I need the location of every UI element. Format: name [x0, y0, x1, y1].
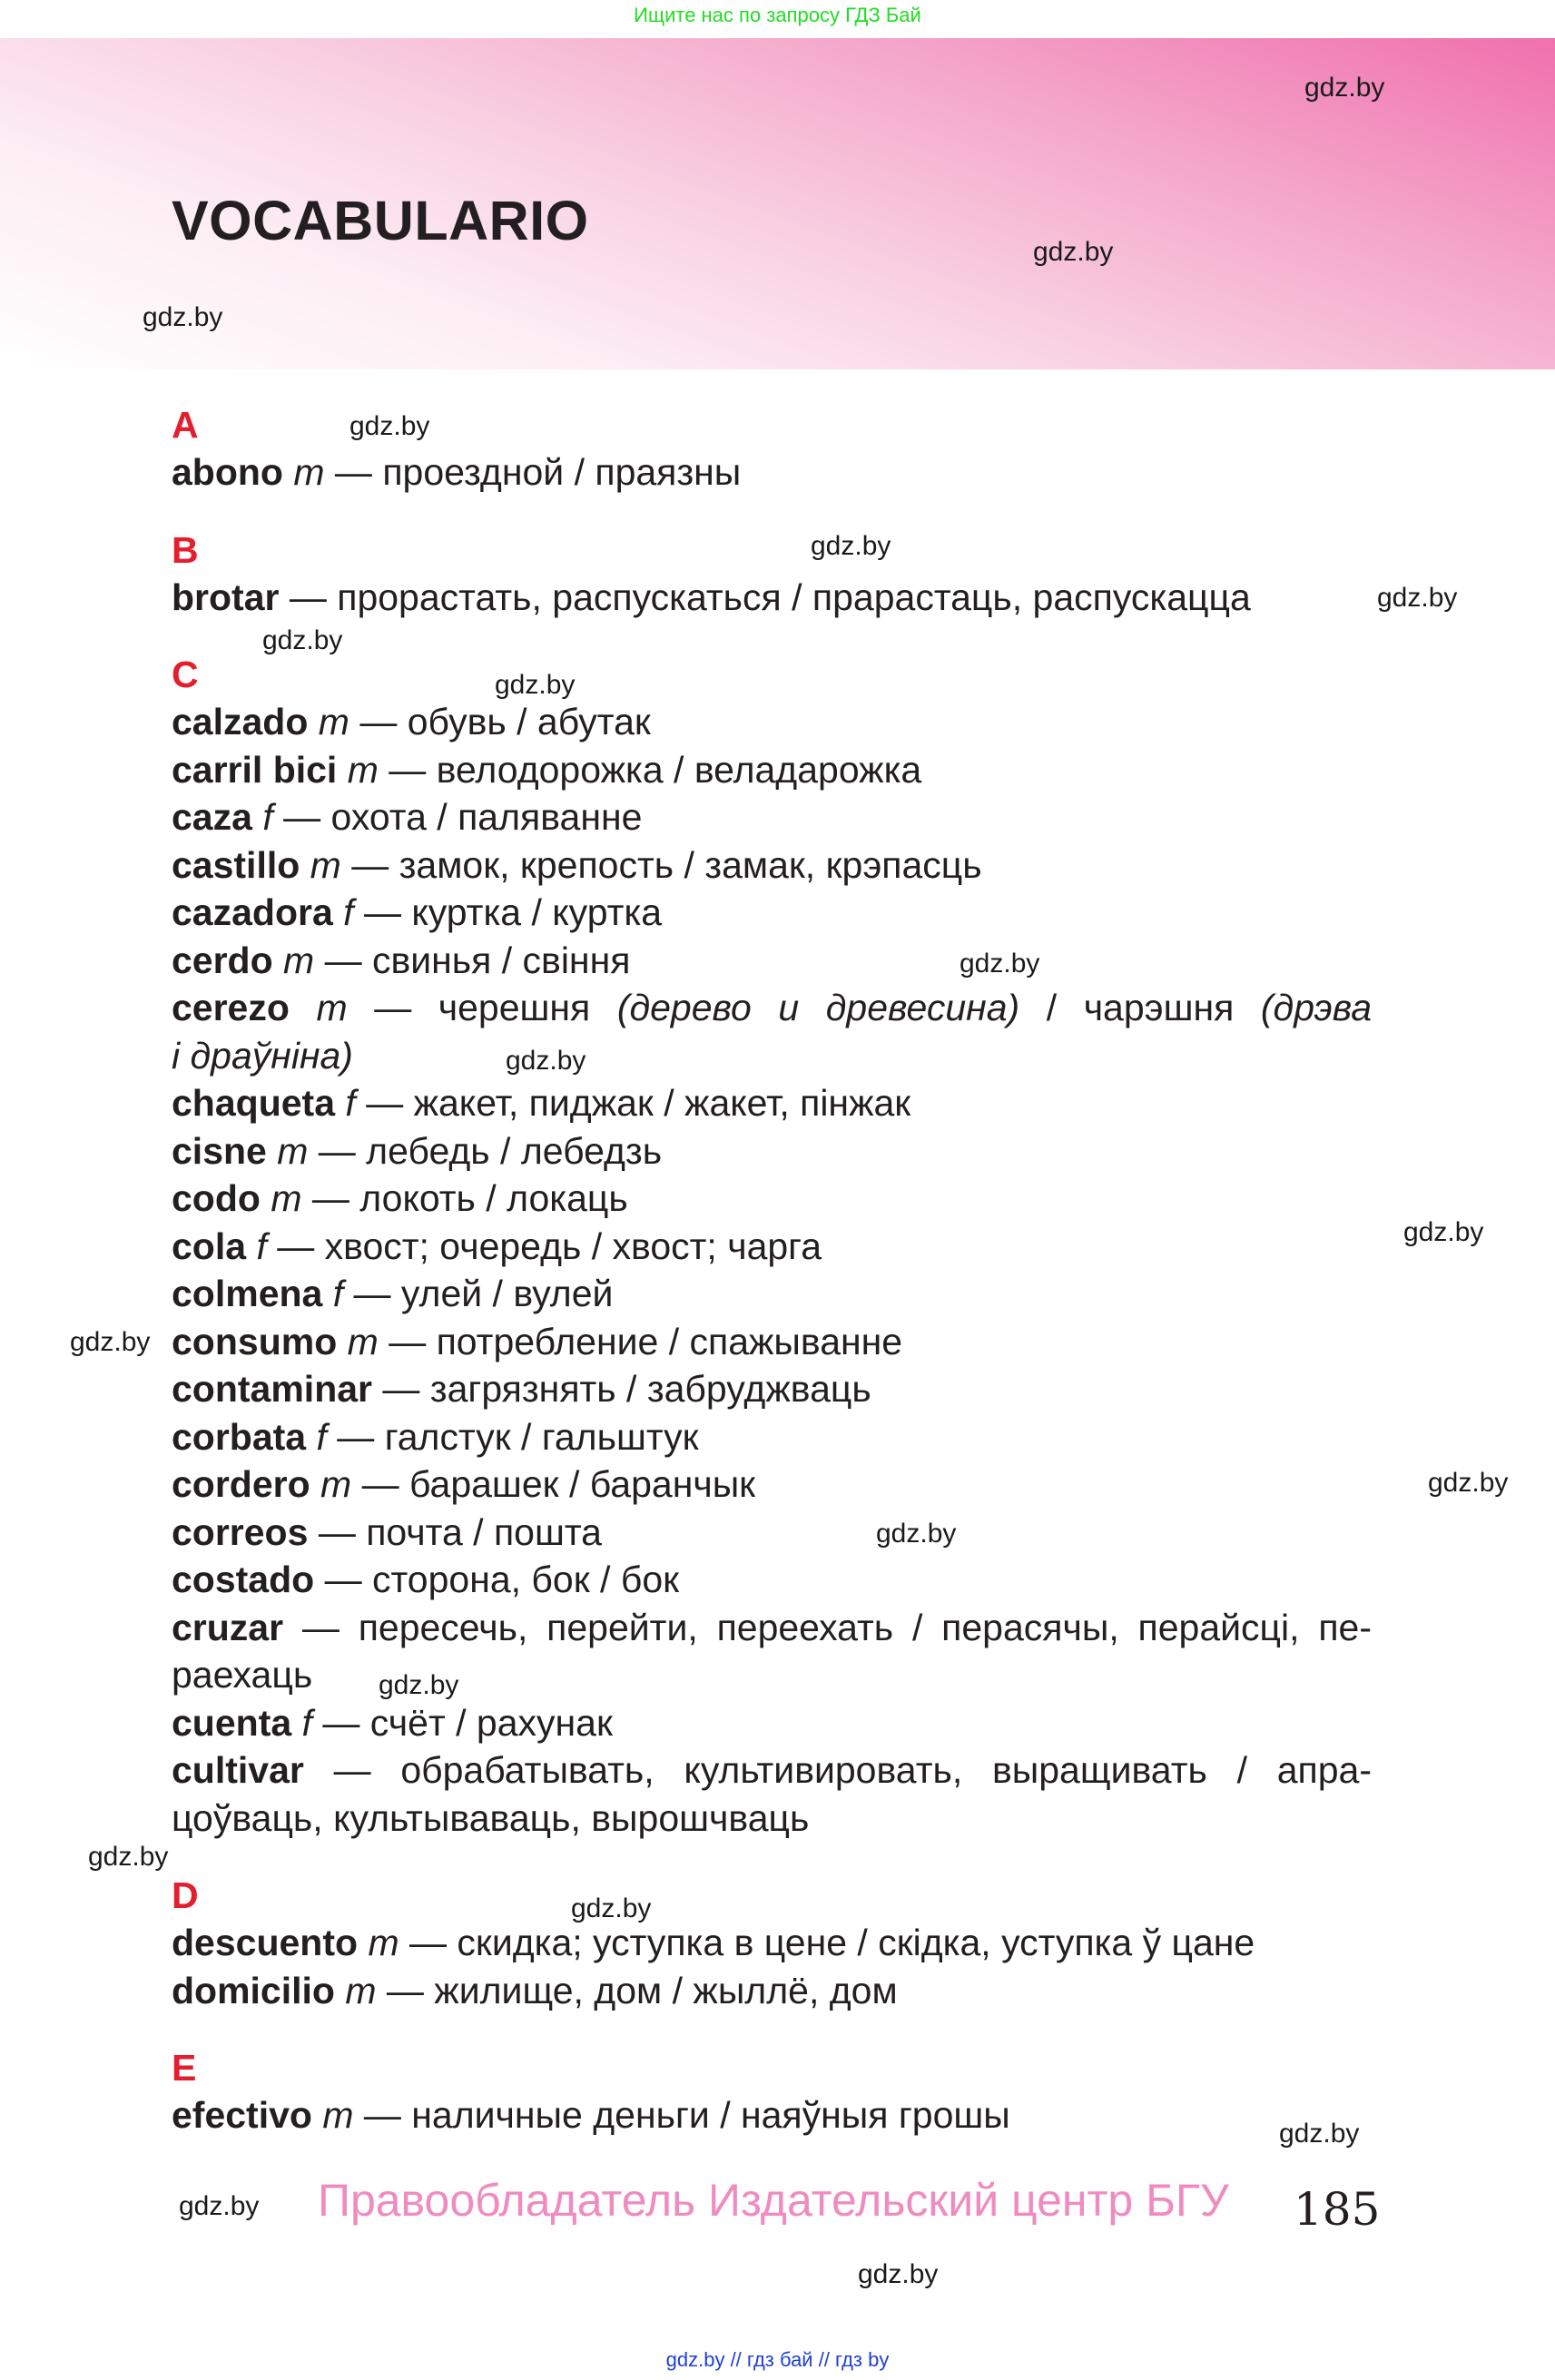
translation: цоўваць, культываваць, вырошчваць [172, 1796, 810, 1839]
headword: corbata [172, 1415, 307, 1458]
vocabulary-entry [172, 698, 1372, 746]
vocabulary-entry [172, 1318, 1372, 1366]
gender-marker: m [266, 1129, 309, 1172]
watermark: gdz.by [1279, 2119, 1360, 2149]
headword: domicilio [172, 1969, 335, 2011]
headword: cola [172, 1224, 247, 1267]
gender-marker: m [310, 1463, 352, 1505]
watermark: gdz.by [1403, 1217, 1484, 1247]
watermark: gdz.by [960, 949, 1040, 979]
gender-marker: m [358, 1922, 399, 1963]
watermark: gdz.by [70, 1327, 151, 1357]
translation: — сторона, бок / бок [314, 1559, 680, 1600]
translation: — локоть / локаць [301, 1177, 628, 1219]
gender-marker: f [335, 1082, 356, 1124]
watermark: gdz.by [506, 1046, 586, 1076]
vocabulary-entry [172, 841, 1372, 890]
translation: — улей / вулей [343, 1273, 614, 1314]
watermark: gdz.by [1377, 583, 1458, 613]
headword: codo [172, 1177, 261, 1219]
headword: chaqueta [172, 1082, 335, 1124]
watermark: gdz.by [858, 2259, 939, 2289]
vocabulary-entry [172, 1270, 1372, 1318]
vocabulary-entry [172, 1967, 1372, 2015]
translation: — обрабатывать, культивировать, выращивать / апра- [303, 1749, 1372, 1791]
translation: (дерево и древесина) [616, 987, 1020, 1028]
gender-marker: f [322, 1273, 344, 1314]
section-letter: C [172, 654, 199, 695]
vocabulary-entry [172, 574, 1372, 622]
page-number: 185 [1294, 2183, 1381, 2236]
headword: cerezo [172, 987, 290, 1028]
headword: cuenta [172, 1701, 292, 1744]
watermark: gdz.by [495, 670, 576, 700]
vocabulary-entry [172, 2091, 1372, 2139]
translation: раехаць [172, 1654, 313, 1696]
gender-marker: m [282, 451, 325, 493]
headword: costado [172, 1559, 315, 1600]
vocabulary-entry [172, 793, 1372, 841]
translation: — загрязнять / забруджваць [372, 1368, 871, 1410]
section-letter: A [172, 404, 199, 446]
vocabulary-entry [172, 746, 1372, 794]
page-title: VOCABULARIO [172, 190, 589, 251]
headword: castillo [172, 843, 300, 886]
gender-marker: m [308, 701, 349, 743]
headword: caza [172, 796, 252, 838]
translation: — потребление / спажыванне [378, 1320, 903, 1362]
translation: — жакет, пиджак / жакет, пінжак [355, 1082, 911, 1124]
headword: correos [172, 1510, 309, 1553]
translation: — замок, крепость / замак, крэпасць [340, 843, 982, 886]
watermark: gdz.by [179, 2191, 260, 2221]
translation: — свинья / свіння [314, 939, 631, 981]
gender-marker: f [306, 1415, 327, 1458]
watermark: gdz.by [876, 1519, 957, 1549]
vocabulary-entry [172, 1556, 1372, 1604]
gender-marker: m [260, 1177, 302, 1219]
headword: contaminar [172, 1368, 372, 1410]
section-letter: D [172, 1874, 199, 1916]
vocabulary-entry [172, 889, 1372, 937]
vocabulary-list [172, 401, 1372, 2139]
vocabulary-entry-continuation [172, 1795, 1372, 1843]
gender-marker: m [300, 843, 341, 886]
watermark: gdz.by [349, 411, 430, 441]
site-links[interactable]: gdz.by // гдз бай // гдз by [665, 2348, 890, 2371]
vocabulary-entry [172, 1460, 1372, 1509]
headword: efectivo [172, 2094, 312, 2136]
vocabulary-entry [172, 1365, 1372, 1413]
translation: — пересечь, перейти, переехать / перасячы, перайсці, пе- [283, 1606, 1372, 1648]
headword: descuento [172, 1922, 359, 1963]
section-letter: B [172, 528, 199, 571]
translation: — лебедь / лебедзь [308, 1129, 663, 1172]
gender-marker: m [289, 987, 348, 1028]
headword: cerdo [172, 939, 273, 981]
headword: brotar [172, 575, 280, 618]
translation: — почта / пошта [308, 1510, 602, 1553]
headword: carril bici [172, 748, 338, 791]
gender-marker: f [246, 1224, 267, 1267]
vocabulary-entry-continuation [172, 1651, 1372, 1699]
gender-marker: f [332, 891, 354, 933]
translation: — велодорожка / веладарожка [378, 748, 922, 791]
translation: — обувь / абутак [349, 701, 651, 743]
translation: — скидка; уступка в цене / скідка, уступка ў цане [399, 1922, 1255, 1963]
headword: cordero [172, 1463, 310, 1505]
headword: cruzar [172, 1606, 284, 1648]
headword: colmena [172, 1273, 323, 1314]
vocabulary-entry [172, 1175, 1372, 1223]
gender-marker: m [334, 1969, 377, 2011]
gender-marker: f [251, 796, 273, 838]
watermark: gdz.by [88, 1842, 169, 1872]
gender-marker: m [272, 939, 315, 981]
translation: / чарэшня [1019, 987, 1261, 1028]
translation: — охота / паляванне [272, 796, 643, 838]
gender-marker: m [337, 748, 379, 791]
watermark: gdz.by [811, 531, 891, 561]
vocabulary-entry [172, 1509, 1372, 1557]
watermark: gdz.by [379, 1670, 459, 1700]
vocabulary-entry [172, 448, 1372, 497]
translation: — счёт / рахунак [311, 1701, 613, 1744]
vocabulary-entry [172, 1079, 1372, 1127]
headword: calzado [172, 701, 309, 743]
translation: — прорастать, распускаться / прарастаць, распускацца [279, 575, 1251, 618]
translation: — наличные деньги / наяўныя грошы [353, 2094, 1010, 2136]
translation: — жилище, дом / жыллё, дом [376, 1969, 898, 2011]
vocabulary-entry-continuation [172, 1032, 1372, 1080]
headword: cisne [172, 1129, 267, 1172]
headword: consumo [172, 1320, 338, 1362]
watermark: gdz.by [1033, 237, 1114, 267]
copyright-notice: Правообладатель Издательский центр БГУ [318, 2175, 1229, 2226]
vocabulary-entry [172, 1604, 1372, 1652]
watermark: gdz.by [262, 625, 343, 655]
watermark: gdz.by [1428, 1468, 1509, 1498]
headword: abono [172, 451, 283, 493]
watermark: gdz.by [571, 1893, 652, 1923]
translation: — галстук / гальштук [326, 1415, 699, 1458]
translation: (дрэва [1260, 987, 1372, 1028]
vocabulary-entry [172, 1699, 1372, 1747]
vocabulary-entry [172, 937, 1372, 985]
vocabulary-entry [172, 1919, 1372, 1967]
watermark: gdz.by [1304, 73, 1385, 103]
watermark: gdz.by [143, 302, 223, 332]
translation: — барашек / баранчык [351, 1463, 756, 1505]
search-hint-banner: Ищите нас по запросу ГДЗ Бай [634, 4, 921, 26]
vocabulary-entry [172, 984, 1372, 1032]
gender-marker: m [337, 1320, 379, 1362]
translation: і драўніна) [172, 1034, 353, 1077]
gender-marker: m [311, 2094, 354, 2136]
gender-marker: f [291, 1701, 312, 1744]
translation: — черешня [347, 987, 617, 1028]
vocabulary-entry [172, 1127, 1372, 1175]
translation: — куртка / куртка [353, 891, 663, 933]
translation: — проездной / праязны [324, 451, 742, 493]
headword: cazadora [172, 891, 333, 933]
vocabulary-entry [172, 1223, 1372, 1271]
section-letter: E [172, 2047, 197, 2089]
translation: — хвост; очередь / хвост; чарга [266, 1224, 822, 1267]
vocabulary-entry [172, 1413, 1372, 1461]
headword: cultivar [172, 1749, 304, 1791]
vocabulary-entry [172, 1746, 1372, 1795]
